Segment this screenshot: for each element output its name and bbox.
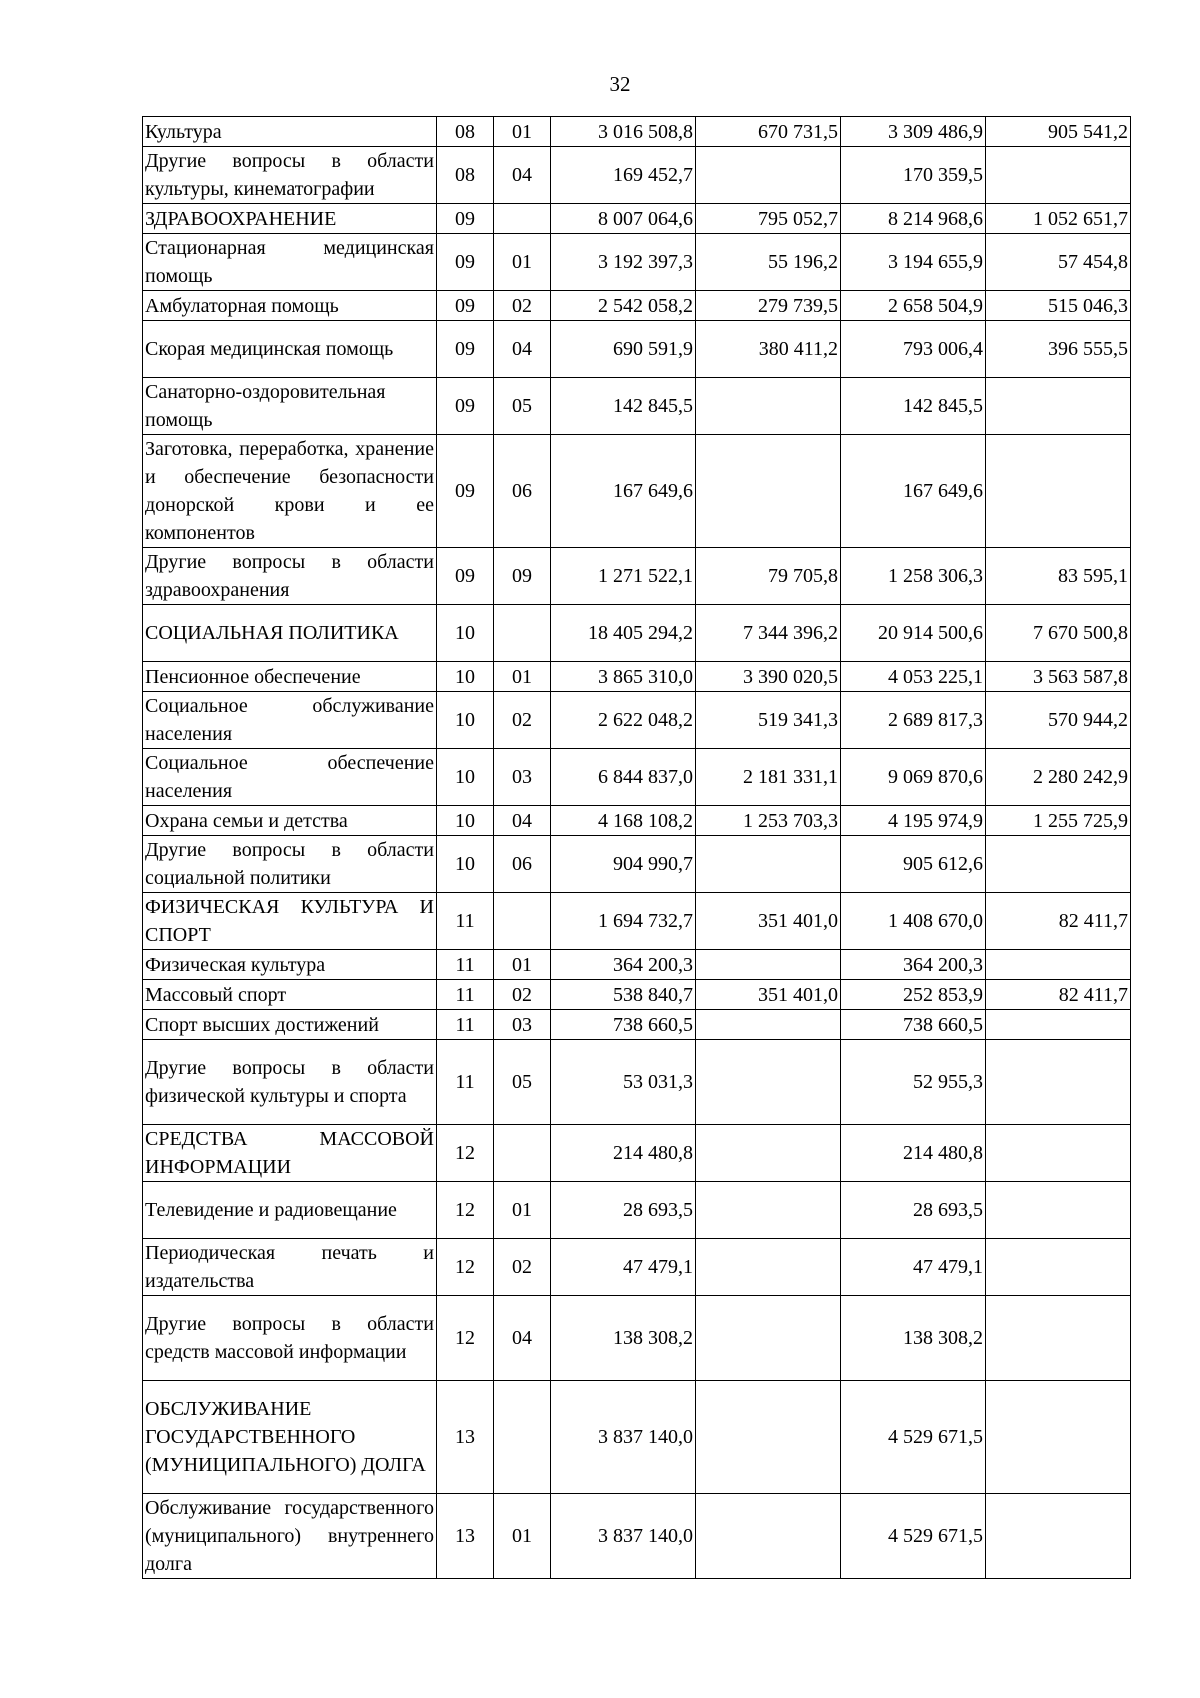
table-row [143,204,1131,234]
row-name: Другие вопросы в области здравоохранения [143,548,437,605]
amount-4: 82 411,7 [986,893,1131,950]
amount-4 [986,1296,1131,1381]
amount-1: 690 591,9 [551,321,696,378]
amount-2: 1 253 703,3 [696,806,841,836]
amount-1: 214 480,8 [551,1125,696,1182]
row-name: Пенсионное обеспечение [143,662,437,692]
table-row [143,1182,1131,1239]
section-code: 12 [437,1125,494,1182]
row-name: Заготовка, переработка, хранение и обеспечение безопасности донорской крови и ее компонентов [143,435,437,548]
amount-4: 1 255 725,9 [986,806,1131,836]
amount-4 [986,1040,1131,1125]
subsection-code: 01 [494,234,551,291]
row-name: Массовый спорт [143,980,437,1010]
amount-4 [986,1182,1131,1239]
amount-1: 53 031,3 [551,1040,696,1125]
amount-1: 1 271 522,1 [551,548,696,605]
subsection-code: 09 [494,548,551,605]
table-row [143,1040,1131,1125]
amount-4: 82 411,7 [986,980,1131,1010]
table-row [143,117,1131,147]
row-name: Периодическая печать и издательства [143,1239,437,1296]
table-row [143,836,1131,893]
row-name: Культура [143,117,437,147]
amount-4: 905 541,2 [986,117,1131,147]
section-code: 09 [437,321,494,378]
amount-3: 4 195 974,9 [841,806,986,836]
subsection-code: 03 [494,749,551,806]
row-name: ФИЗИЧЕСКАЯ КУЛЬТУРА И СПОРТ [143,893,437,950]
amount-4: 515 046,3 [986,291,1131,321]
amount-3: 2 658 504,9 [841,291,986,321]
amount-1: 538 840,7 [551,980,696,1010]
amount-2 [696,1296,841,1381]
amount-3: 52 955,3 [841,1040,986,1125]
amount-4 [986,1494,1131,1579]
section-code: 11 [437,980,494,1010]
amount-2 [696,950,841,980]
table-row [143,893,1131,950]
subsection-code: 02 [494,692,551,749]
amount-2 [696,378,841,435]
amount-2 [696,836,841,893]
row-name: Скорая медицинская помощь [143,321,437,378]
amount-1: 364 200,3 [551,950,696,980]
amount-2 [696,1182,841,1239]
section-code: 09 [437,548,494,605]
amount-2: 380 411,2 [696,321,841,378]
amount-3: 214 480,8 [841,1125,986,1182]
amount-3: 3 309 486,9 [841,117,986,147]
amount-2: 2 181 331,1 [696,749,841,806]
section-code: 09 [437,291,494,321]
amount-1: 28 693,5 [551,1182,696,1239]
subsection-code: 01 [494,1182,551,1239]
subsection-code: 04 [494,806,551,836]
section-code: 09 [437,378,494,435]
row-name: Социальное обслуживание населения [143,692,437,749]
section-code: 09 [437,204,494,234]
amount-1: 3 192 397,3 [551,234,696,291]
table-row [143,1239,1131,1296]
amount-2: 3 390 020,5 [696,662,841,692]
section-code: 08 [437,117,494,147]
section-code: 12 [437,1296,494,1381]
amount-3: 905 612,6 [841,836,986,893]
amount-3: 170 359,5 [841,147,986,204]
row-name: Санаторно-оздоровительная помощь [143,378,437,435]
amount-1: 2 542 058,2 [551,291,696,321]
amount-1: 3 837 140,0 [551,1381,696,1494]
subsection-code [494,893,551,950]
subsection-code: 04 [494,1296,551,1381]
amount-4 [986,1125,1131,1182]
subsection-code: 05 [494,1040,551,1125]
amount-2: 519 341,3 [696,692,841,749]
table-row [143,435,1131,548]
amount-4 [986,435,1131,548]
table-row [143,806,1131,836]
amount-4: 3 563 587,8 [986,662,1131,692]
amount-4 [986,378,1131,435]
amount-3: 364 200,3 [841,950,986,980]
amount-2: 79 705,8 [696,548,841,605]
amount-1: 18 405 294,2 [551,605,696,662]
amount-4: 570 944,2 [986,692,1131,749]
amount-1: 4 168 108,2 [551,806,696,836]
table-row [143,605,1131,662]
budget-table-body [143,117,1131,1579]
amount-2 [696,1381,841,1494]
section-code: 09 [437,234,494,291]
row-name: Физическая культура [143,950,437,980]
amount-3: 28 693,5 [841,1182,986,1239]
page-number: 32 [609,72,631,96]
amount-2 [696,1125,841,1182]
amount-2: 279 739,5 [696,291,841,321]
amount-1: 142 845,5 [551,378,696,435]
table-row [143,291,1131,321]
amount-1: 6 844 837,0 [551,749,696,806]
table-row [143,378,1131,435]
table-row [143,950,1131,980]
subsection-code: 06 [494,435,551,548]
amount-1: 169 452,7 [551,147,696,204]
section-code: 12 [437,1239,494,1296]
row-name: Спорт высших достижений [143,1010,437,1040]
table-row [143,1010,1131,1040]
amount-3: 3 194 655,9 [841,234,986,291]
amount-2 [696,147,841,204]
amount-2: 351 401,0 [696,893,841,950]
section-code: 11 [437,1010,494,1040]
row-name: СОЦИАЛЬНАЯ ПОЛИТИКА [143,605,437,662]
section-code: 10 [437,806,494,836]
table-row [143,1125,1131,1182]
table-row [143,1296,1131,1381]
amount-3: 167 649,6 [841,435,986,548]
amount-3: 738 660,5 [841,1010,986,1040]
table-row [143,321,1131,378]
amount-1: 904 990,7 [551,836,696,893]
row-name: Телевидение и радиовещание [143,1182,437,1239]
table-row [143,980,1131,1010]
amount-2 [696,435,841,548]
subsection-code: 02 [494,1239,551,1296]
amount-2 [696,1010,841,1040]
amount-3: 4 053 225,1 [841,662,986,692]
subsection-code: 04 [494,321,551,378]
section-code: 09 [437,435,494,548]
amount-1: 8 007 064,6 [551,204,696,234]
amount-4: 2 280 242,9 [986,749,1131,806]
subsection-code [494,605,551,662]
subsection-code: 03 [494,1010,551,1040]
row-name: Другие вопросы в области физической культуры и спорта [143,1040,437,1125]
section-code: 11 [437,950,494,980]
section-code: 13 [437,1494,494,1579]
subsection-code: 02 [494,980,551,1010]
amount-3: 2 689 817,3 [841,692,986,749]
amount-4: 7 670 500,8 [986,605,1131,662]
amount-4 [986,1239,1131,1296]
amount-1: 738 660,5 [551,1010,696,1040]
section-code: 10 [437,692,494,749]
amount-2: 670 731,5 [696,117,841,147]
amount-4: 57 454,8 [986,234,1131,291]
amount-2: 55 196,2 [696,234,841,291]
table-row [143,1381,1131,1494]
subsection-code: 01 [494,950,551,980]
amount-2: 351 401,0 [696,980,841,1010]
row-name: ЗДРАВООХРАНЕНИЕ [143,204,437,234]
amount-3: 138 308,2 [841,1296,986,1381]
row-name: Другие вопросы в области средств массовой информации [143,1296,437,1381]
subsection-code: 02 [494,291,551,321]
amount-4: 1 052 651,7 [986,204,1131,234]
subsection-code: 06 [494,836,551,893]
amount-3: 4 529 671,5 [841,1494,986,1579]
amount-1: 2 622 048,2 [551,692,696,749]
amount-3: 9 069 870,6 [841,749,986,806]
amount-1: 3 016 508,8 [551,117,696,147]
amount-3: 20 914 500,6 [841,605,986,662]
table-row [143,548,1131,605]
amount-3: 142 845,5 [841,378,986,435]
amount-1: 47 479,1 [551,1239,696,1296]
subsection-code: 01 [494,662,551,692]
row-name: Охрана семьи и детства [143,806,437,836]
section-code: 11 [437,893,494,950]
subsection-code: 01 [494,1494,551,1579]
table-row [143,662,1131,692]
section-code: 08 [437,147,494,204]
amount-2: 7 344 396,2 [696,605,841,662]
subsection-code [494,204,551,234]
amount-4 [986,950,1131,980]
amount-4: 83 595,1 [986,548,1131,605]
amount-4 [986,1381,1131,1494]
row-name: СРЕДСТВА МАССОВОЙ ИНФОРМАЦИИ [143,1125,437,1182]
amount-3: 47 479,1 [841,1239,986,1296]
amount-3: 8 214 968,6 [841,204,986,234]
amount-2 [696,1040,841,1125]
budget-table [142,116,1131,1579]
amount-3: 793 006,4 [841,321,986,378]
amount-2: 795 052,7 [696,204,841,234]
amount-3: 1 258 306,3 [841,548,986,605]
section-code: 10 [437,662,494,692]
row-name: Социальное обеспечение населения [143,749,437,806]
section-code: 10 [437,605,494,662]
section-code: 11 [437,1040,494,1125]
table-row [143,147,1131,204]
row-name: Стационарная медицинская помощь [143,234,437,291]
section-code: 12 [437,1182,494,1239]
amount-1: 3 837 140,0 [551,1494,696,1579]
subsection-code: 05 [494,378,551,435]
row-name: Амбулаторная помощь [143,291,437,321]
section-code: 10 [437,749,494,806]
row-name: ОБСЛУЖИВАНИЕ ГОСУДАРСТВЕННОГО (МУНИЦИПАЛЬНОГО) ДОЛГА [143,1381,437,1494]
amount-4: 396 555,5 [986,321,1131,378]
section-code: 13 [437,1381,494,1494]
amount-1: 167 649,6 [551,435,696,548]
amount-4 [986,1010,1131,1040]
amount-1: 3 865 310,0 [551,662,696,692]
amount-2 [696,1239,841,1296]
subsection-code: 01 [494,117,551,147]
table-row [143,234,1131,291]
row-name: Обслуживание государственного (муниципального) внутреннего долга [143,1494,437,1579]
amount-1: 138 308,2 [551,1296,696,1381]
amount-3: 4 529 671,5 [841,1381,986,1494]
amount-4 [986,836,1131,893]
amount-4 [986,147,1131,204]
table-row [143,692,1131,749]
table-row [143,1494,1131,1579]
amount-2 [696,1494,841,1579]
amount-3: 252 853,9 [841,980,986,1010]
amount-3: 1 408 670,0 [841,893,986,950]
table-row [143,749,1131,806]
row-name: Другие вопросы в области социальной политики [143,836,437,893]
subsection-code [494,1125,551,1182]
subsection-code: 04 [494,147,551,204]
amount-1: 1 694 732,7 [551,893,696,950]
subsection-code [494,1381,551,1494]
row-name: Другие вопросы в области культуры, кинематографии [143,147,437,204]
section-code: 10 [437,836,494,893]
